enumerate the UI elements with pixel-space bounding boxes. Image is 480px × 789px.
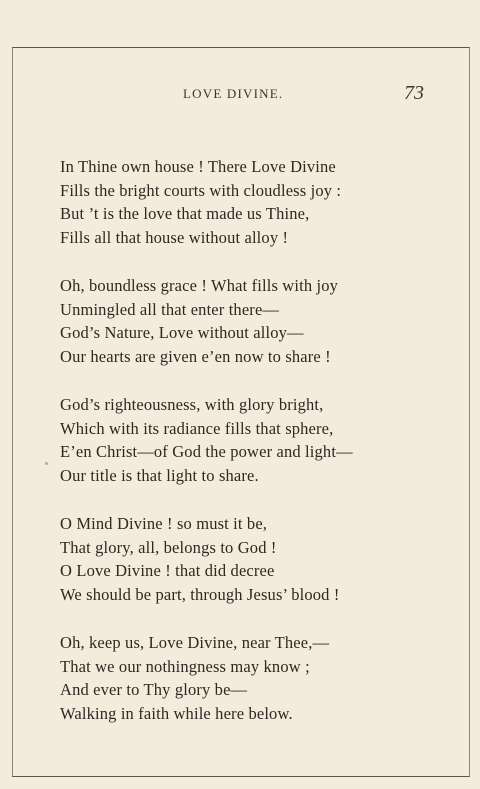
- poem-line: That glory, all, belongs to God !: [60, 537, 277, 557]
- poem-line: Oh, keep us, Love Divine, near Thee,—: [60, 633, 330, 652]
- stanza-3: [60, 393, 470, 487]
- poem-line: O Love Divine ! that did decree: [60, 561, 275, 580]
- poem-line: Our title is that light to share.: [60, 465, 259, 485]
- poem-line: Walking in faith while here below.: [60, 703, 293, 723]
- poem-line: God’s Nature, Love without alloy—: [60, 323, 304, 342]
- running-title: LOVE DIVINE.: [183, 86, 284, 101]
- poem-line: Oh, boundless grace ! What fills with joy: [60, 276, 339, 295]
- page-number: 73: [404, 82, 424, 104]
- poem-line: Fills the bright courts with cloudless joy :: [60, 180, 342, 200]
- poem-line: Our hearts are given e’en now to share !: [60, 346, 331, 366]
- poem-line: E’en Christ—of God the power and light—: [60, 442, 353, 461]
- stanza-2: [60, 274, 470, 368]
- page-header: [0, 82, 480, 110]
- poem-line: In Thine own house ! There Love Divine: [60, 157, 336, 176]
- poem-line: We should be part, through Jesus’ blood !: [60, 584, 340, 604]
- stanza-4: [60, 512, 470, 606]
- poem-line: And ever to Thy glory be—: [60, 680, 248, 699]
- stanza-1: [60, 155, 470, 249]
- poem-line: That we our nothingness may know ;: [60, 656, 310, 676]
- poem-line: But ’t is the love that made us Thine,: [60, 204, 310, 223]
- poem-line: Which with its radiance fills that sphere,: [60, 418, 334, 438]
- margin-speck: [45, 462, 48, 465]
- poem-line: God’s righteousness, with glory bright,: [60, 395, 324, 414]
- stanza-5: [60, 631, 470, 725]
- poem-line: Unmingled all that enter there—: [60, 299, 280, 319]
- poem: [60, 155, 470, 750]
- poem-line: Fills all that house without alloy !: [60, 227, 289, 247]
- poem-line: O Mind Divine ! so must it be,: [60, 514, 268, 533]
